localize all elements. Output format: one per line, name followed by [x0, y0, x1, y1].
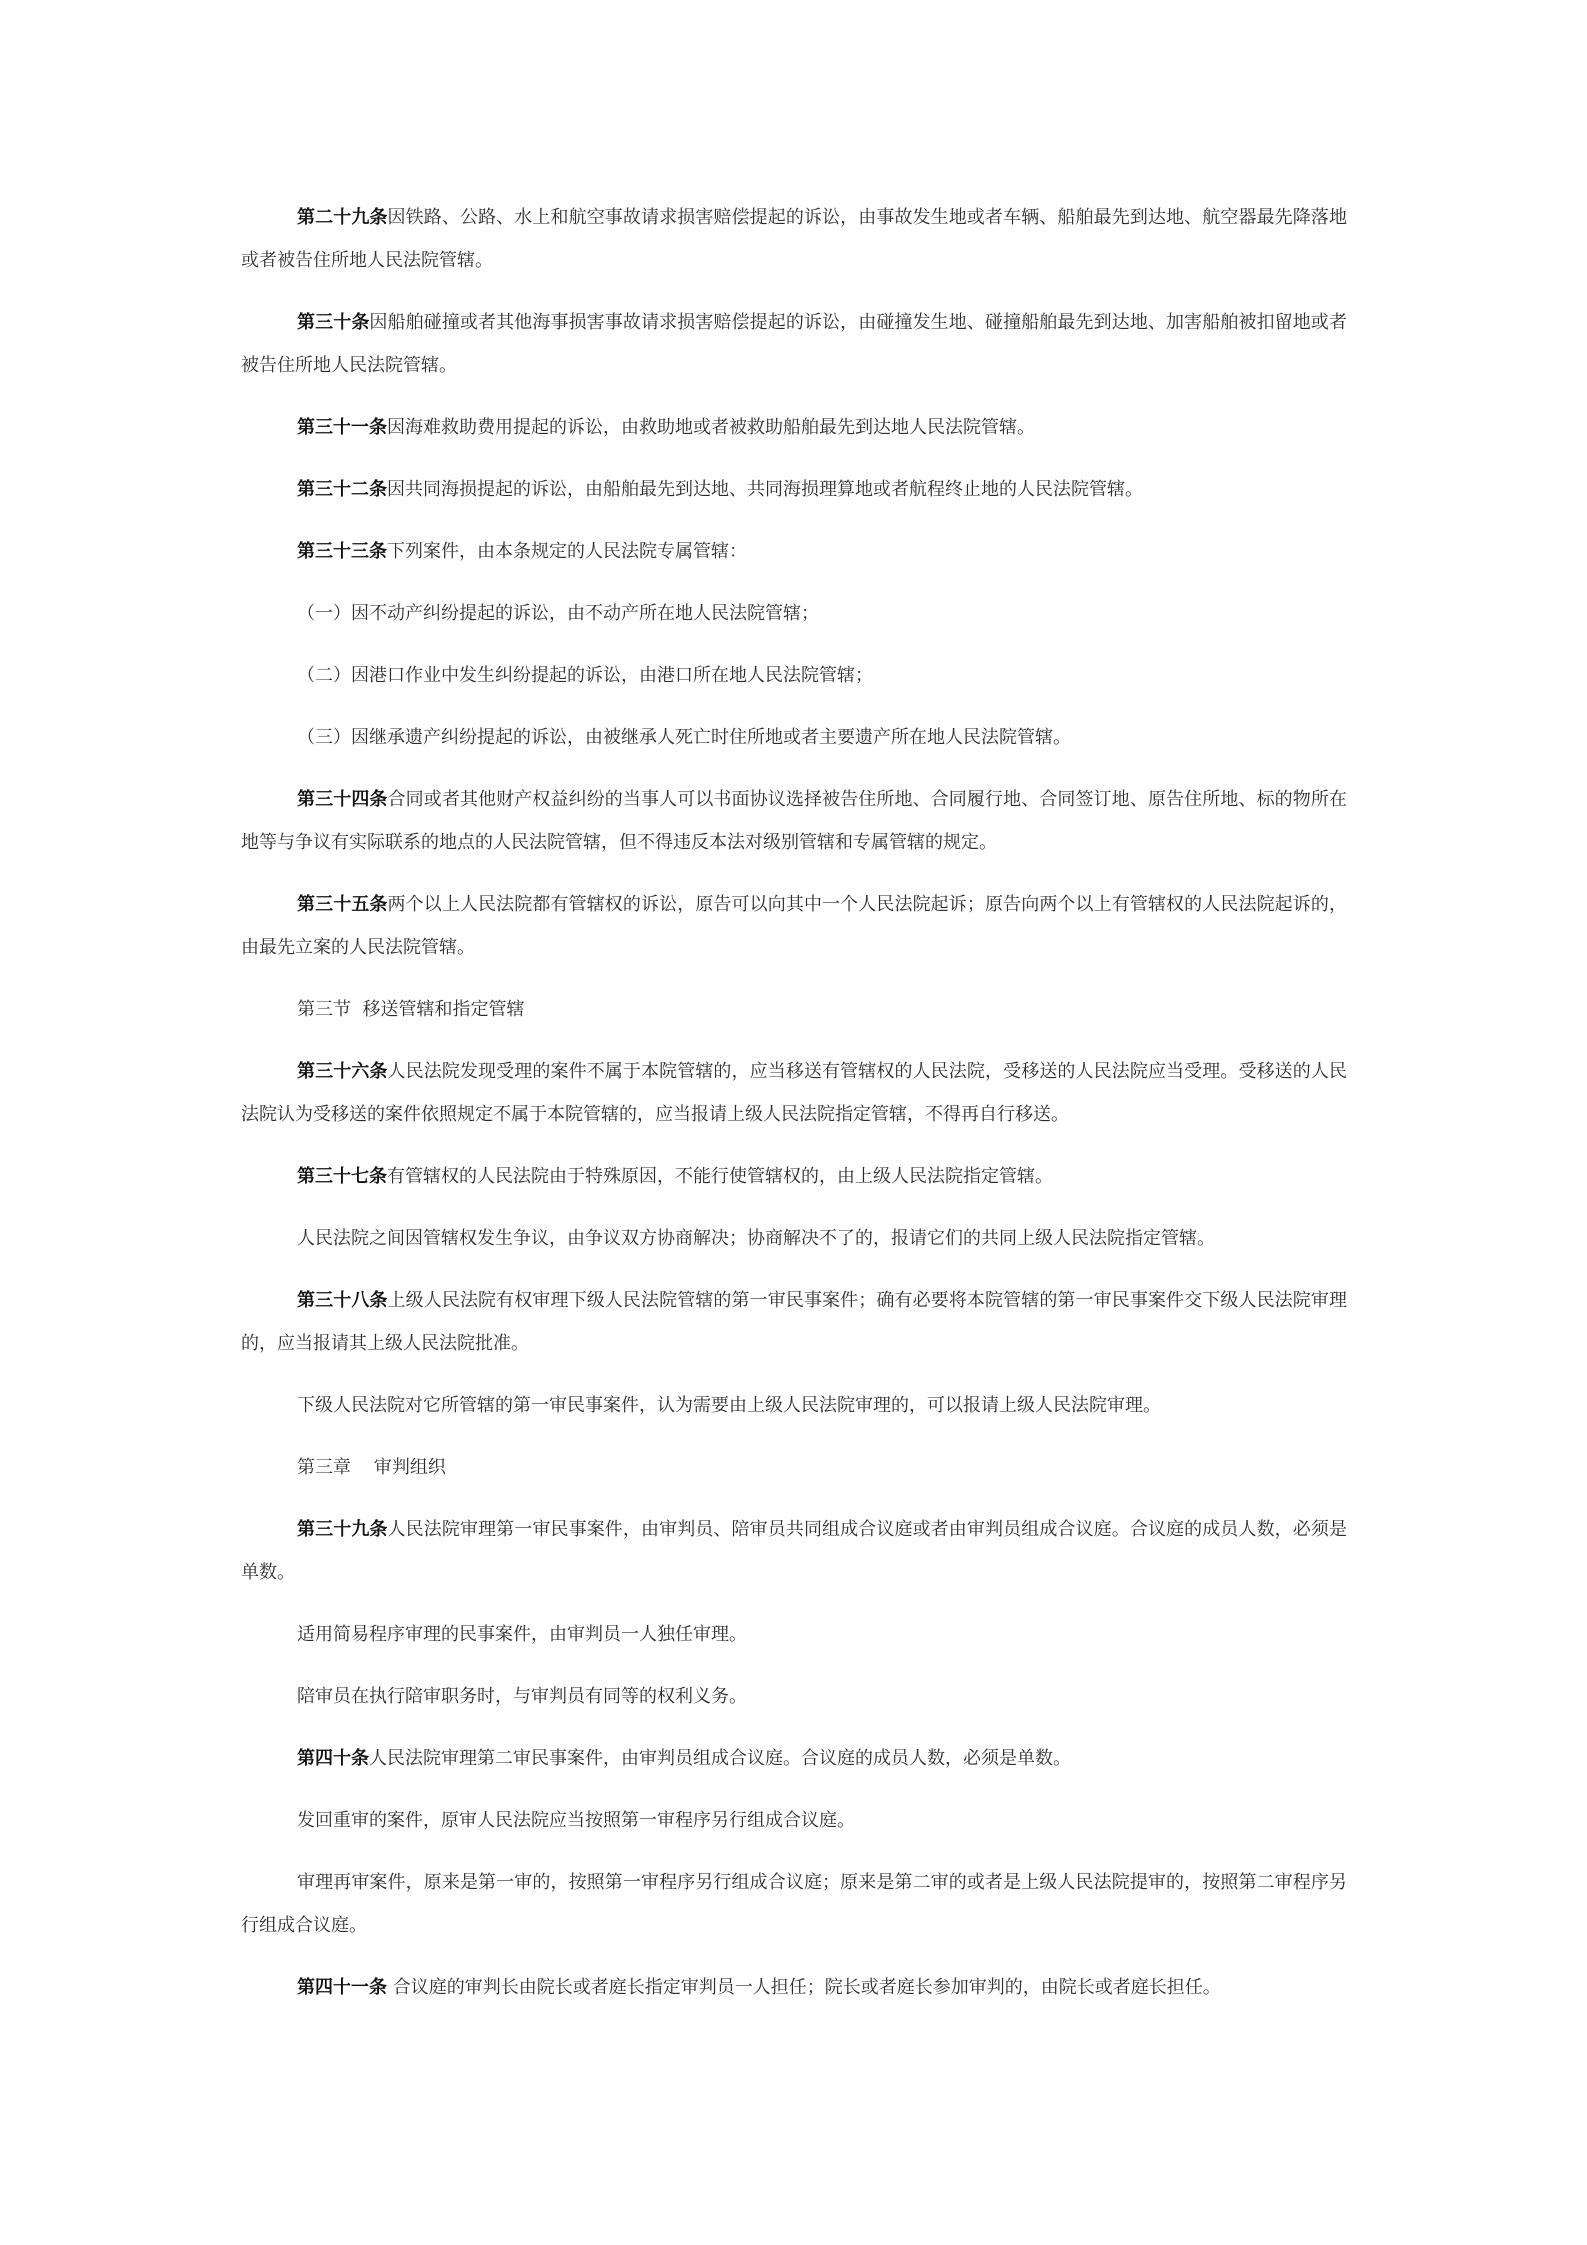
paragraph	[241, 301, 1347, 387]
article-number: 第三十九条	[297, 1519, 388, 1540]
paragraph	[241, 406, 1347, 449]
paragraph-text: 适用简易程序审理的民事案件，由审判员一人独任审理。	[297, 1624, 747, 1645]
document-page	[241, 196, 1347, 2028]
list-item	[241, 592, 1347, 635]
paragraph-text: 人民法院发现受理的案件不属于本院管辖的，应当移送有管辖权的人民法院，受移送的人民法院应当受理。受移送的人民法院认为受移送的案件依照规定不属于本院管辖的，应当报请上级人民法院指定管辖，不得再自行移送。	[241, 1061, 1347, 1125]
paragraph	[241, 1799, 1347, 1842]
list-item	[241, 716, 1347, 759]
paragraph-text: 因船舶碰撞或者其他海事损害事故请求损害赔偿提起的诉讼，由碰撞发生地、碰撞船舶最先到达地、加害船舶被扣留地或者被告住所地人民法院管辖。	[241, 312, 1347, 376]
paragraph	[241, 196, 1347, 282]
paragraph	[241, 1737, 1347, 1780]
article-number: 第三十六条	[297, 1061, 388, 1082]
paragraph	[241, 530, 1347, 573]
paragraph-text: 发回重审的案件，原审人民法院应当按照第一审程序另行组成合议庭。	[297, 1810, 855, 1831]
paragraph	[241, 1613, 1347, 1656]
article-number: 第四十条	[297, 1748, 369, 1769]
article-number: 第三十五条	[297, 894, 388, 915]
paragraph	[241, 1155, 1347, 1198]
paragraph-text: 下列案件，由本条规定的人民法院专属管辖：	[387, 541, 747, 562]
chapter-heading	[241, 1446, 1347, 1489]
article-number: 第四十一条	[297, 1977, 387, 1998]
paragraph-text: 人民法院之间因管辖权发生争议，由争议双方协商解决；协商解决不了的，报请它们的共同上级人民法院指定管辖。	[297, 1228, 1215, 1249]
section-heading	[241, 988, 1347, 1031]
chapter-heading-text: 第三章 审判组织	[297, 1457, 446, 1478]
paragraph	[241, 883, 1347, 969]
paragraph-text: 因海难救助费用提起的诉讼，由救助地或者被救助船舶最先到达地人民法院管辖。	[387, 417, 1035, 438]
paragraph-text: 人民法院审理第二审民事案件，由审判员组成合议庭。合议庭的成员人数，必须是单数。	[369, 1748, 1071, 1769]
paragraph-text: 人民法院审理第一审民事案件，由审判员、陪审员共同组成合议庭或者由审判员组成合议庭。合议庭的成员人数，必须是单数。	[241, 1519, 1347, 1583]
paragraph-text: （一）因不动产纠纷提起的诉讼，由不动产所在地人民法院管辖；	[297, 603, 819, 624]
paragraph-text: 合同或者其他财产权益纠纷的当事人可以书面协议选择被告住所地、合同履行地、合同签订地、原告住所地、标的物所在地等与争议有实际联系的地点的人民法院管辖，但不得违反本法对级别管辖和专属管辖的规定。	[241, 789, 1347, 853]
paragraph-text: 因铁路、公路、水上和航空事故请求损害赔偿提起的诉讼，由事故发生地或者车辆、船舶最先到达地、航空器最先降落地或者被告住所地人民法院管辖。	[241, 207, 1347, 271]
article-number: 第三十四条	[297, 789, 388, 810]
paragraph	[241, 1217, 1347, 1260]
article-number: 第三十条	[297, 312, 370, 333]
article-number: 第三十二条	[297, 479, 387, 500]
section-heading-text: 第三节 移送管辖和指定管辖	[297, 999, 525, 1020]
paragraph	[241, 468, 1347, 511]
paragraph	[241, 1861, 1347, 1947]
paragraph-text: 有管辖权的人民法院由于特殊原因，不能行使管辖权的，由上级人民法院指定管辖。	[387, 1166, 1053, 1187]
article-number: 第二十九条	[297, 207, 388, 228]
article-number: 第三十一条	[297, 417, 387, 438]
article-number: 第三十八条	[297, 1290, 388, 1311]
article-number: 第三十三条	[297, 541, 387, 562]
paragraph-text: 陪审员在执行陪审职务时，与审判员有同等的权利义务。	[297, 1686, 747, 1707]
paragraph	[241, 1279, 1347, 1365]
paragraph	[241, 1966, 1347, 2009]
paragraph-text: 合议庭的审判长由院长或者庭长指定审判员一人担任；院长或者庭长参加审判的，由院长或者庭长担任。	[387, 1977, 1221, 1998]
paragraph-text: （三）因继承遗产纠纷提起的诉讼，由被继承人死亡时住所地或者主要遗产所在地人民法院管辖。	[297, 727, 1071, 748]
article-number: 第三十七条	[297, 1166, 387, 1187]
paragraph-text: 审理再审案件，原来是第一审的，按照第一审程序另行组成合议庭；原来是第二审的或者是上级人民法院提审的，按照第二审程序另行组成合议庭。	[241, 1872, 1347, 1936]
paragraph-text: 上级人民法院有权审理下级人民法院管辖的第一审民事案件；确有必要将本院管辖的第一审民事案件交下级人民法院审理的，应当报请其上级人民法院批准。	[241, 1290, 1347, 1354]
list-item	[241, 654, 1347, 697]
paragraph-text: 因共同海损提起的诉讼，由船舶最先到达地、共同海损理算地或者航程终止地的人民法院管辖。	[387, 479, 1143, 500]
paragraph	[241, 1050, 1347, 1136]
paragraph	[241, 778, 1347, 864]
paragraph	[241, 1508, 1347, 1594]
paragraph	[241, 1675, 1347, 1718]
paragraph-text: 两个以上人民法院都有管辖权的诉讼，原告可以向其中一个人民法院起诉；原告向两个以上有管辖权的人民法院起诉的，由最先立案的人民法院管辖。	[241, 894, 1347, 958]
paragraph	[241, 1384, 1347, 1427]
paragraph-text: 下级人民法院对它所管辖的第一审民事案件，认为需要由上级人民法院审理的，可以报请上级人民法院审理。	[297, 1395, 1161, 1416]
paragraph-text: （二）因港口作业中发生纠纷提起的诉讼，由港口所在地人民法院管辖；	[297, 665, 873, 686]
